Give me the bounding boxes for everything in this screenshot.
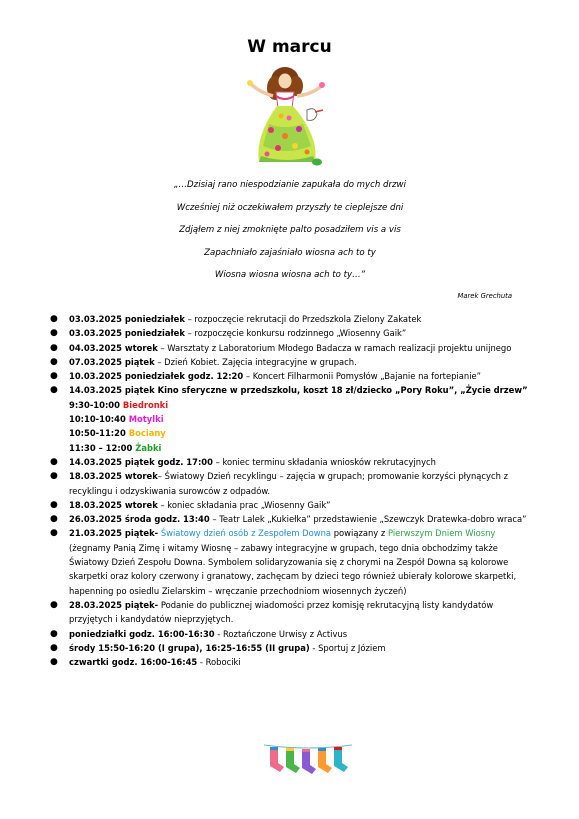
list-item: ● 28.03.2025 piątek- Podanie do publicznej wiadomości przez komisję rekrutacyjną listy kandydatów przyjętych i kandydatów nieprzyjętych. [50, 599, 494, 625]
schedule-slot: 9:30-10:00 Biedronki [69, 399, 169, 410]
poem-line: Zapachniało zajaśniało wiosna ach to ty [204, 247, 376, 258]
bullet-icon: ● [50, 499, 58, 510]
poem-line: „…Dzisiaj rano niespodzianie zapukała do mych drzwi [174, 180, 406, 190]
page-title: W marcu [247, 37, 332, 57]
bullet-icon: ● [50, 471, 58, 482]
bullet-icon: ● [50, 657, 58, 668]
list-item: ● 07.03.2025 piątek – Dzień Kobiet. Zajęcia integracyjne w grupach. [0, 355, 579, 369]
list-item: ● 03.03.2025 poniedziałek – rozpoczęcie rekrutacji do Przedszkola Zielony Zakatek [0, 312, 579, 326]
bullet-icon: ● [50, 528, 58, 539]
list-item: ● 18.03.2025 wtorek– Światowy Dzień recyklingu – zajęcia w grupach; promowanie korzyści płynących z recyklingu i odzyskiwania surowców z odpadów. [50, 471, 508, 496]
poem-author: Marek Grechuta [457, 292, 512, 300]
poem-line: Wiosna wiosna wiosna ach to ty…” [214, 270, 366, 281]
poem [60, 178, 520, 291]
bullet-icon: ● [50, 342, 58, 353]
bullet-icon: ● [50, 385, 58, 396]
list-item: ● 14.03.2025 piątek godz. 17:00 – koniec terminu składania wniosków rekrutacyjnych [0, 455, 579, 469]
colorful-socks-icon [262, 741, 354, 777]
list-item: ● 21.03.2025 piątek- Światowy dzień osób z Zespołem Downa powiązany z Pierwszym Dniem Wiosny (żegnamy Panią Zimę i witamy Wiosnę – zabawy integracyjne w grupach, tego dnia obchodzimy także Światowy Dzień Zespołu Downa. Symbolem solidaryzowania się z chorymi na Zespół Downa są kolorowe skarpetki oraz kolory czerwony i granatowy, zachęcam by dzieci tego również ubierały kolorowe skarpetki, hapenning po osiedlu Zielarskim – wręczanie przechodniom wiosennych życzeń) [50, 528, 517, 596]
list-item: ● 10.03.2025 poniedziałek godz. 12:20 – Koncert Filharmonii Pomysłów „Bajanie na fortepianie” [0, 369, 579, 383]
bullet-icon: ● [50, 628, 58, 639]
bullet-icon: ● [50, 514, 58, 525]
bullet-icon: ● [50, 371, 58, 382]
bullet-icon: ● [50, 356, 58, 367]
bullet-icon: ● [50, 314, 58, 324]
bullet-icon: ● [50, 642, 58, 653]
poem-line: Wcześniej niż oczekiwałem przyszły te cieplejsze dni [176, 202, 404, 213]
list-item: ● 04.03.2025 wtorek – Warsztaty z Laboratorium Młodego Badacza w ramach realizacji projektu unijnego [0, 341, 579, 355]
schedule-slot: 10:50-11:20 Bociany [69, 428, 166, 439]
bullet-icon: ● [50, 599, 58, 610]
list-item: ● czwartki godz. 16:00-16:45 - Robociki [0, 655, 579, 669]
list-item: ● poniedziałki godz. 16:00-16:30 - Roztańczone Urwisy z Activus [0, 627, 579, 641]
schedule-slot: 10:10-10:40 Motylki [69, 414, 164, 425]
list-item: ● 03.03.2025 poniedziałek – rozpoczęcie konkursu rodzinnego „Wiosenny Gaik” [0, 326, 579, 340]
events-list [0, 312, 579, 669]
schedule-slot: 11:30 – 12:00 Żabki [69, 442, 162, 453]
spring-lady-illustration-icon [245, 66, 327, 170]
list-item: ● środy 15:50-16:20 (I grupa), 16:25-16:55 (II grupa) - Sportuj z Józiem [0, 641, 579, 655]
list-item: ● 18.03.2025 wtorek – koniec składania prac „Wiosenny Gaik” [0, 498, 579, 512]
poem-line: Zdjąłem z niej zmoknięte palto posadziłem vis a vis [179, 225, 401, 236]
list-item: ● 26.03.2025 środa godz. 13:40 – Teatr Lalek „Kukiełka” przedstawienie „Szewczyk Dratewka-dobro wraca” [0, 512, 579, 526]
list-item: ● 14.03.2025 piątek Kino sferyczne w przedszkolu, koszt 18 zł/dziecko „Pory Roku”, „Życie drzew” 9:30-10:00 Biedronki 10:10-10:40 Motylki 10:50-11:20 Bociany 11:30 – 12:00 Żabki [0, 383, 579, 454]
bullet-icon: ● [50, 328, 58, 339]
bullet-icon: ● [50, 456, 58, 467]
